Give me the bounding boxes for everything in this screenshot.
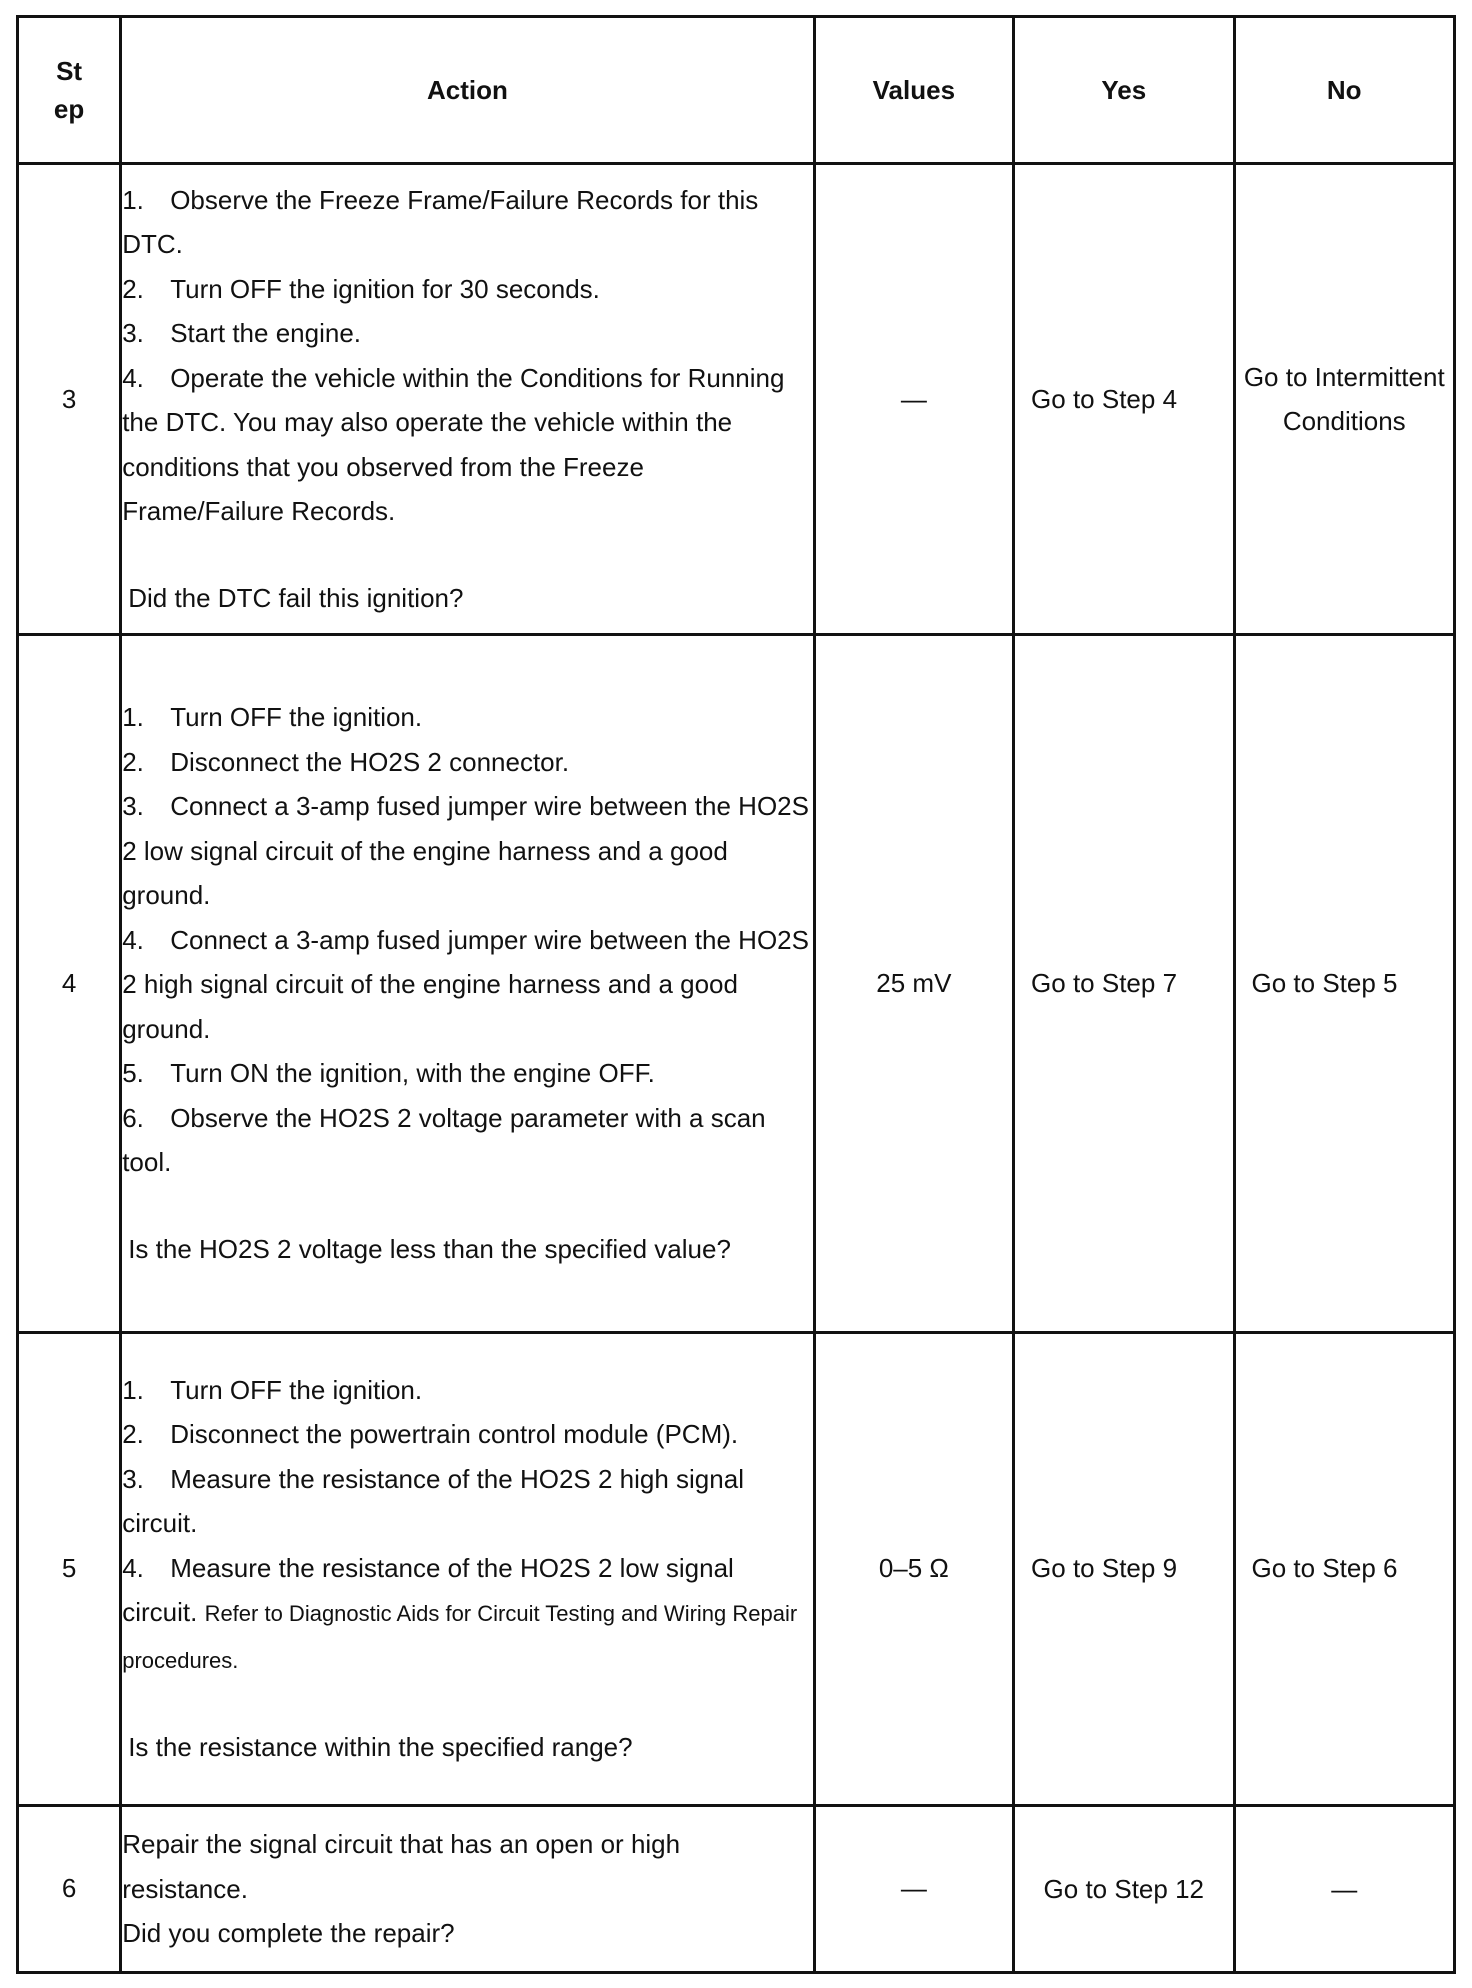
no-cell: Go to Intermittent Conditions <box>1234 164 1455 635</box>
no-cell: Go to Step 5 <box>1234 635 1455 1333</box>
action-item: 4. Operate the vehicle within the Conditions for Running the DTC. You may also operate the vehicle within the conditions that you observed from the Freeze Frame/Failure Records. <box>122 362 785 527</box>
action-item: 6. Observe the HO2S 2 voltage parameter with a scan tool. <box>122 1102 766 1178</box>
action-text: Repair the signal circuit that has an open or high resistance. <box>122 1829 681 1904</box>
step-number: 5 <box>18 1332 121 1805</box>
header-row <box>18 17 1455 164</box>
action-item: 3. Connect a 3-amp fused jumper wire between the HO2S 2 low signal circuit of the engine harness and a good ground. <box>122 791 809 911</box>
action-item: 1. Observe the Freeze Frame/Failure Records for this DTC. <box>122 184 759 260</box>
action-question: Did the DTC fail this ignition? <box>128 582 464 613</box>
header-step: St ep <box>18 17 121 164</box>
header-values: Values <box>814 17 1013 164</box>
value-cell: — <box>814 164 1013 635</box>
step-number: 4 <box>18 635 121 1333</box>
action-cell <box>121 635 814 1333</box>
yes-cell: Go to Step 4 <box>1014 164 1234 635</box>
header-action: Action <box>121 17 814 164</box>
action-item: 4. Measure the resistance of the HO2S 2 low signal circuit. Refer to Diagnostic Aids for Circuit Testing and Wiring Repair procedures. <box>122 1552 798 1673</box>
value-cell: 25 mV <box>814 635 1013 1333</box>
action-item: 1. Turn OFF the ignition. <box>122 1374 423 1405</box>
action-item: 3. Measure the resistance of the HO2S 2 high signal circuit. <box>122 1463 744 1539</box>
action-item: 5. Turn ON the ignition, with the engine OFF. <box>122 1058 655 1089</box>
action-item: 4. Connect a 3-amp fused jumper wire between the HO2S 2 high signal circuit of the engine harness and a good ground. <box>122 924 809 1044</box>
table-row-step-3 <box>18 164 1455 635</box>
action-cell <box>121 164 814 635</box>
action-item: 2. Turn OFF the ignition for 30 seconds. <box>122 273 600 304</box>
table-row-step-6 <box>18 1805 1455 1972</box>
diagnostic-table <box>16 15 1456 1974</box>
step-number: 6 <box>18 1805 121 1972</box>
no-cell: Go to Step 6 <box>1234 1332 1455 1805</box>
yes-cell: Go to Step 9 <box>1014 1332 1234 1805</box>
table-row-step-4 <box>18 635 1455 1333</box>
action-question: Is the HO2S 2 voltage less than the specified value? <box>128 1233 731 1264</box>
action-item: 2. Disconnect the powertrain control module (PCM). <box>122 1419 739 1450</box>
action-item: 3. Start the engine. <box>122 318 362 349</box>
action-question: Did you complete the repair? <box>122 1918 455 1949</box>
action-question: Is the resistance within the specified range? <box>128 1732 633 1763</box>
yes-cell: Go to Step 12 <box>1014 1805 1234 1972</box>
no-cell: — <box>1234 1805 1455 1972</box>
value-cell: — <box>814 1805 1013 1972</box>
action-item: 1. Turn OFF the ignition. <box>122 702 423 733</box>
header-no: No <box>1234 17 1455 164</box>
table-row-step-5 <box>18 1332 1455 1805</box>
action-note: Refer to Diagnostic Aids for Circuit Testing and Wiring Repair procedures. <box>122 1601 798 1673</box>
action-item: 2. Disconnect the HO2S 2 connector. <box>122 746 570 777</box>
step-number: 3 <box>18 164 121 635</box>
yes-cell: Go to Step 7 <box>1014 635 1234 1333</box>
action-cell <box>121 1805 814 1972</box>
action-cell <box>121 1332 814 1805</box>
header-yes: Yes <box>1014 17 1234 164</box>
value-cell: 0–5 Ω <box>814 1332 1013 1805</box>
